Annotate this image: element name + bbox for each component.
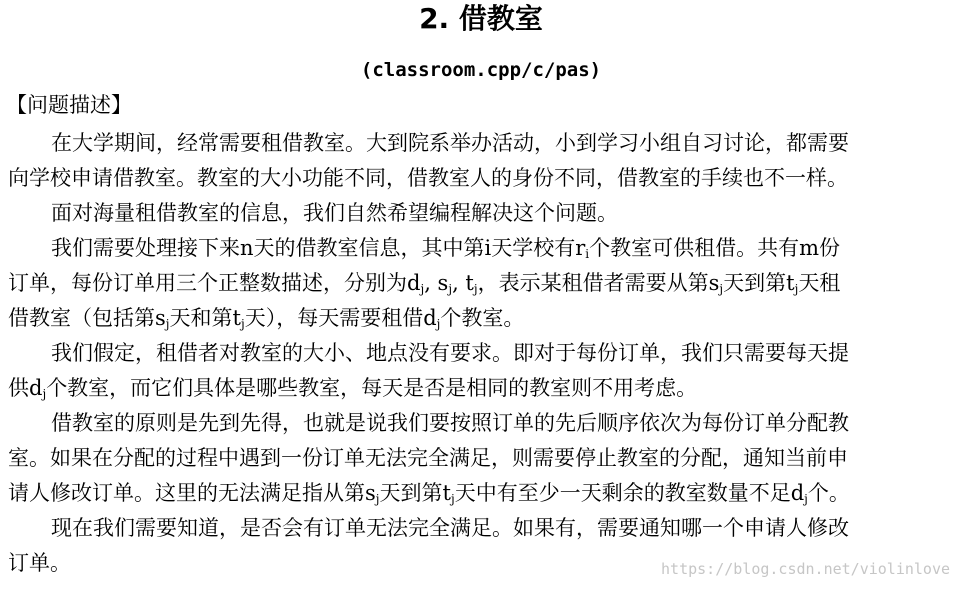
paragraph-2: 面对海量租借教室的信息，我们自然希望编程解决这个问题。 [51, 201, 618, 225]
section-heading: 【问题描述】 [6, 93, 132, 117]
subscript: j [450, 492, 455, 506]
subscript: j [420, 282, 425, 296]
subscript: j [165, 317, 170, 331]
subscript: j [794, 282, 799, 296]
subscript: j [240, 317, 245, 331]
watermark: https://blog.csdn.net/violinlove [661, 560, 950, 578]
subscript: j [719, 282, 724, 296]
subscript: j [448, 282, 453, 296]
problem-title: 2. 借教室 [419, 2, 543, 35]
problem-description [8, 126, 956, 581]
paragraph-6: 现在我们需要知道，是否会有订单无法完全满足。如果有，需要通知哪一个申请人修改 订单。 [8, 516, 849, 575]
subscript: i [585, 247, 590, 261]
paragraph-5: 借教室的原则是先到先得，也就是说我们要按照订单的先后顺序依次为每份订单分配教 室。如果在分配的过程中遇到一份订单无法完全满足，则需要停止教室的分配，通知当前申 请人修改订单。这里的无法满足指从第$s_j$天到第$t_j$天中有至少一天剩余的教室数量不足$d_j$个。 [8, 411, 850, 506]
paragraph-3: 我们需要处理接下来n天的借教室信息，其中第i天学校有$r_i$个教室可供租借。共有m份 订单，每份订单用三个正整数描述，分别为$d_j$, $s_j$, $t_j$，表示某租借者需要从第$s_j$天到第$t_j$天租 借教室（包括第$s_j$天和第$t_j$天），每天需要租借$d_j$个教室。 [8, 236, 841, 331]
subscript: j [436, 317, 441, 331]
subscript: j [473, 282, 478, 296]
source-filename: (classroom.cpp/c/pas) [360, 59, 602, 81]
subscript: j [42, 387, 47, 401]
paragraph-1: 在大学期间，经常需要租借教室。大到院系举办活动，小到学习小组自习讨论，都需要 向学校申请借教室。教室的大小功能不同，借教室人的身份不同，借教室的手续也不一样。 [8, 131, 849, 190]
subscript: j [804, 492, 808, 506]
subscript: j [375, 492, 380, 506]
paragraph-4: 我们假定，租借者对教室的大小、地点没有要求。即对于每份订单，我们只需要每天提 供$d_j$个教室，而它们具体是哪些教室，每天是否是相同的教室则不用考虑。 [8, 341, 849, 401]
